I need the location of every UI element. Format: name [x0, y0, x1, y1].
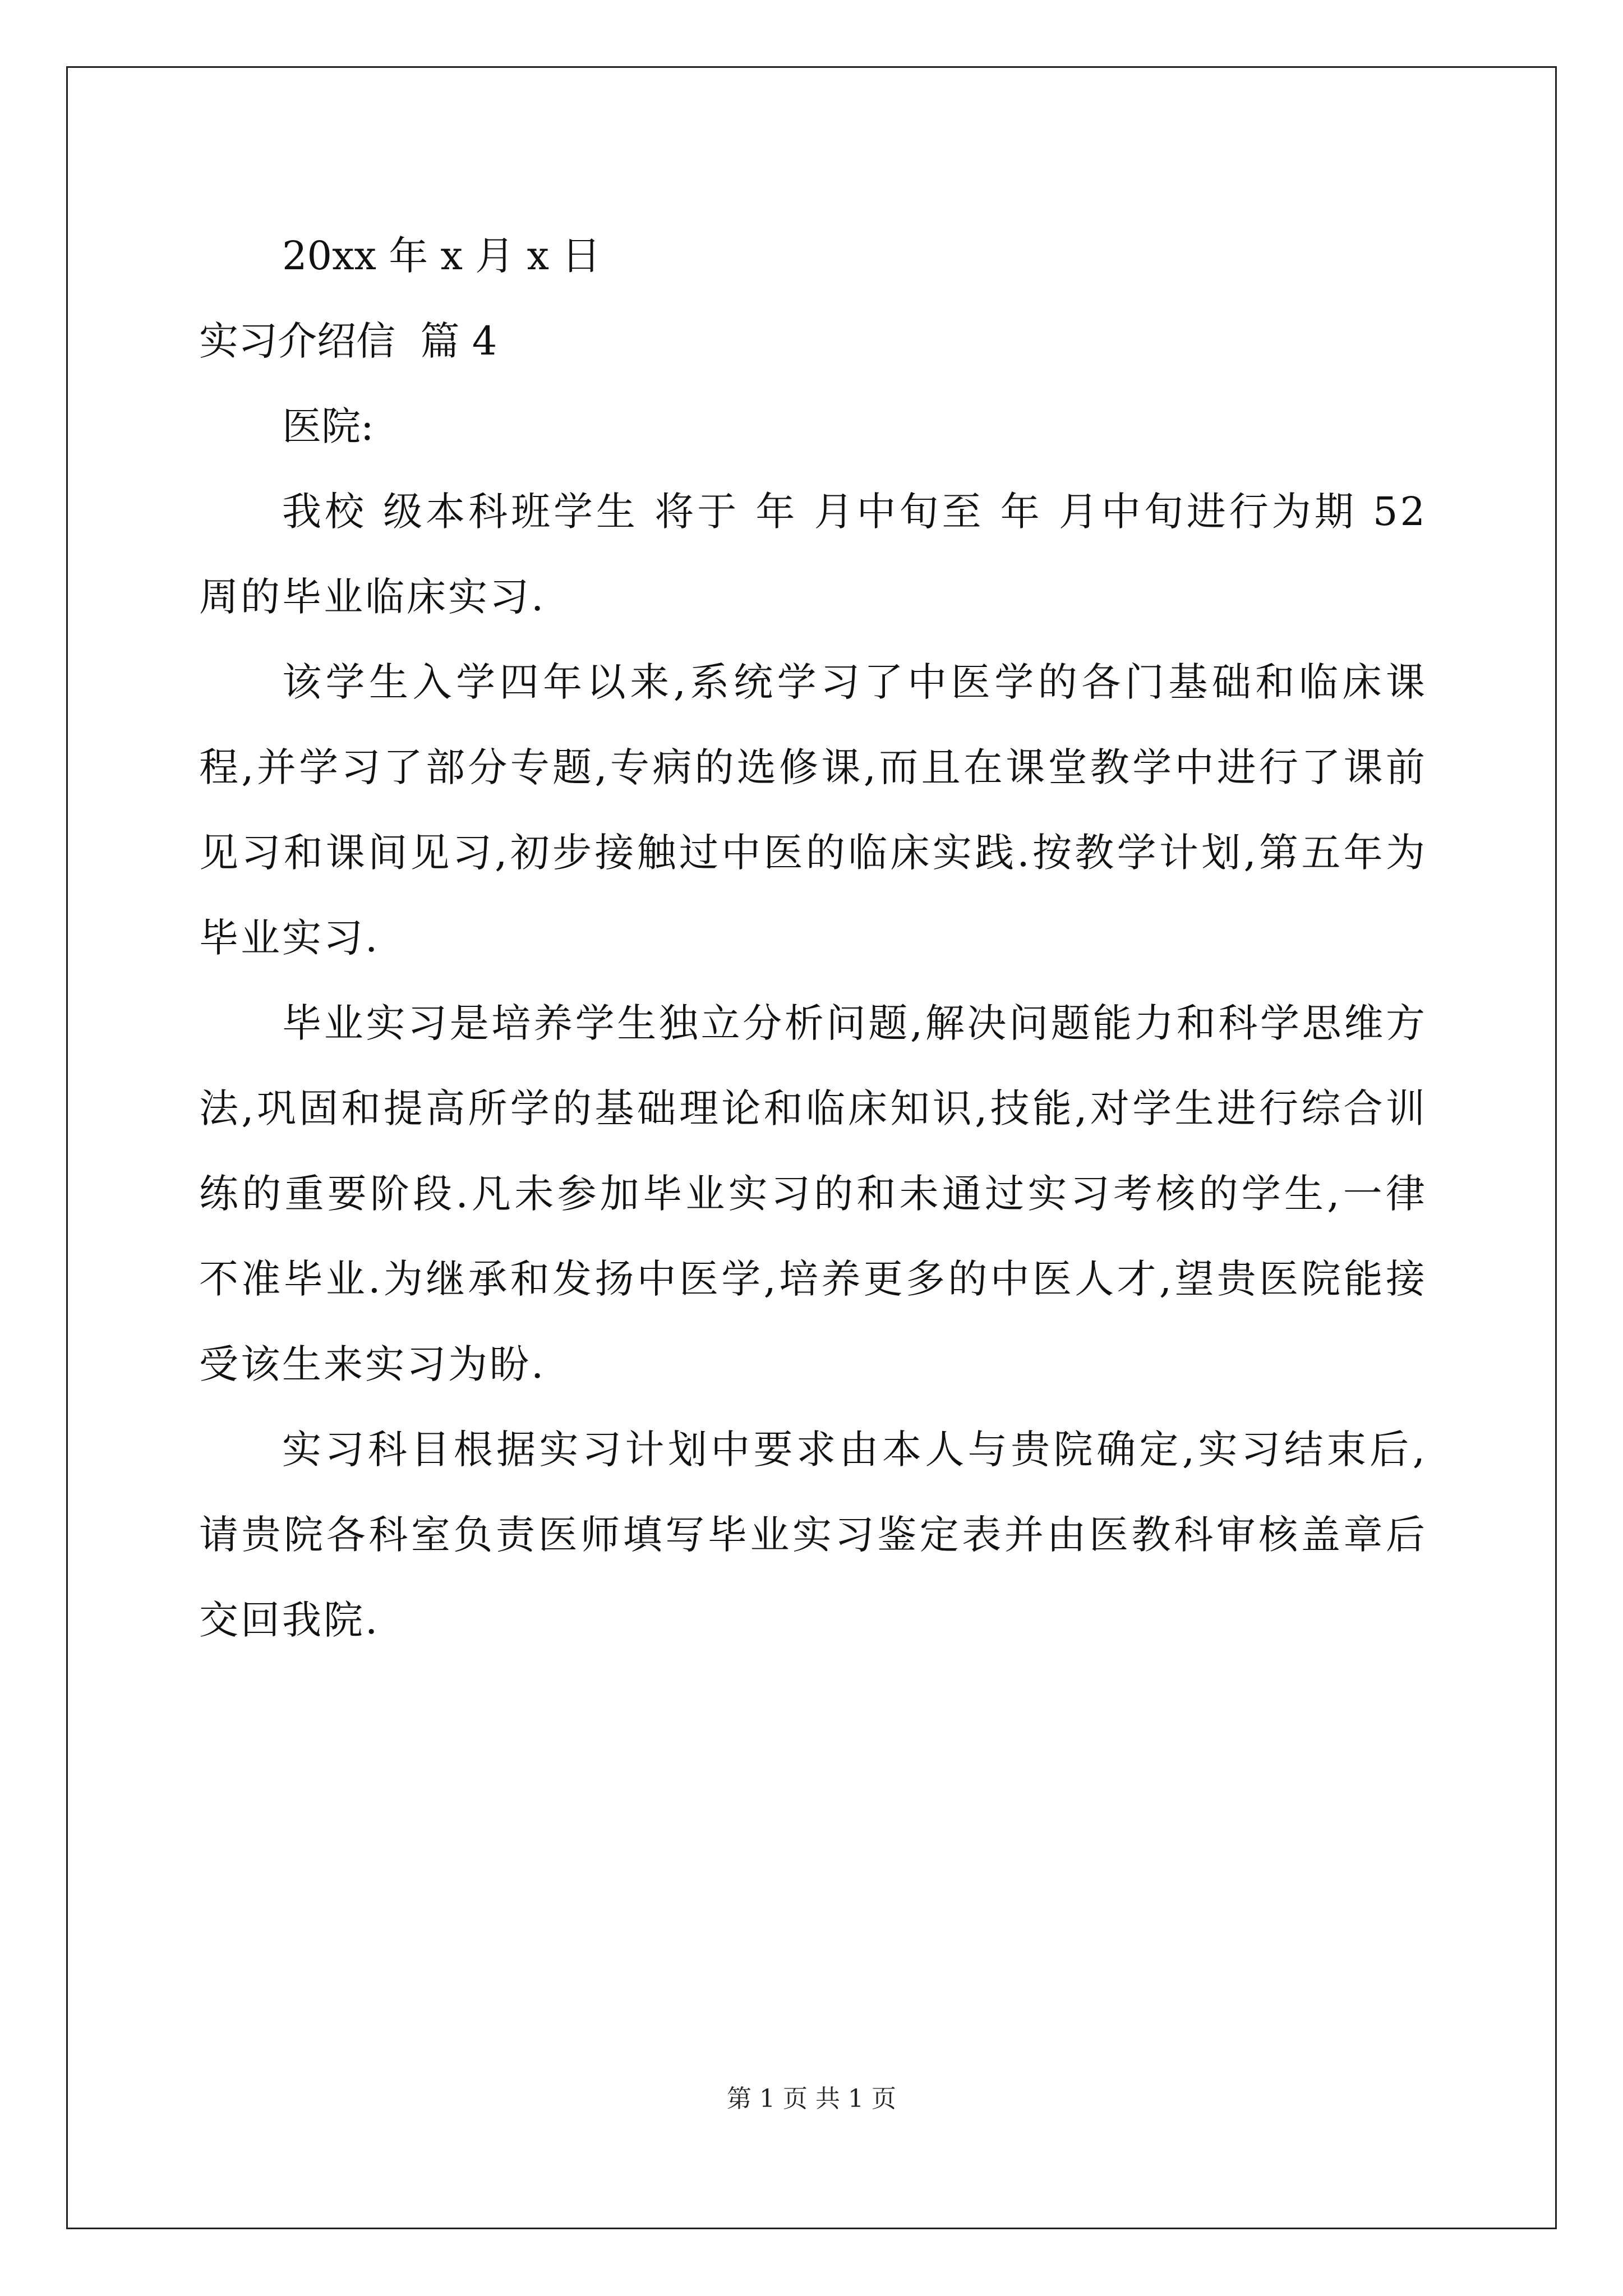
paragraph: 实习科目根据实习计划中要求由本人与贵院确定,实习结束后,请贵院各科室负责医师填写毕业实习鉴定表并由医教科审核盖章后交回我院.	[199, 1427, 1427, 1643]
salutation: 医院:	[282, 403, 374, 449]
page-number-footer: 第 1 页 共 1 页	[727, 2085, 896, 2113]
paragraph: 我校 级本科班学生 将于 年 月中旬至 年 月中旬进行为期 52 周的毕业临床实习.	[199, 489, 1427, 620]
document-title: 实习介绍信 篇 4	[199, 318, 497, 364]
date-line: 20xx 年 x 月 x 日	[282, 233, 601, 279]
paragraph: 毕业实习是培养学生独立分析问题,解决问题能力和科学思维方法,巩固和提高所学的基础理论和临床知识,技能,对学生进行综合训练的重要阶段.凡未参加毕业实习的和未通过实习考核的学生,一律不准毕业.为继承和发扬中医学,培养更多的中医人才,望贵医院能接受该生来实习为盼.	[199, 1000, 1427, 1387]
document-body	[199, 213, 1427, 1663]
paragraph: 该学生入学四年以来,系统学习了中医学的各门基础和临床课程,并学习了部分专题,专病的选修课,而且在课堂教学中进行了课前见习和课间见习,初步接触过中医的临床实践.按教学计划,第五年为毕业实习.	[199, 659, 1427, 961]
